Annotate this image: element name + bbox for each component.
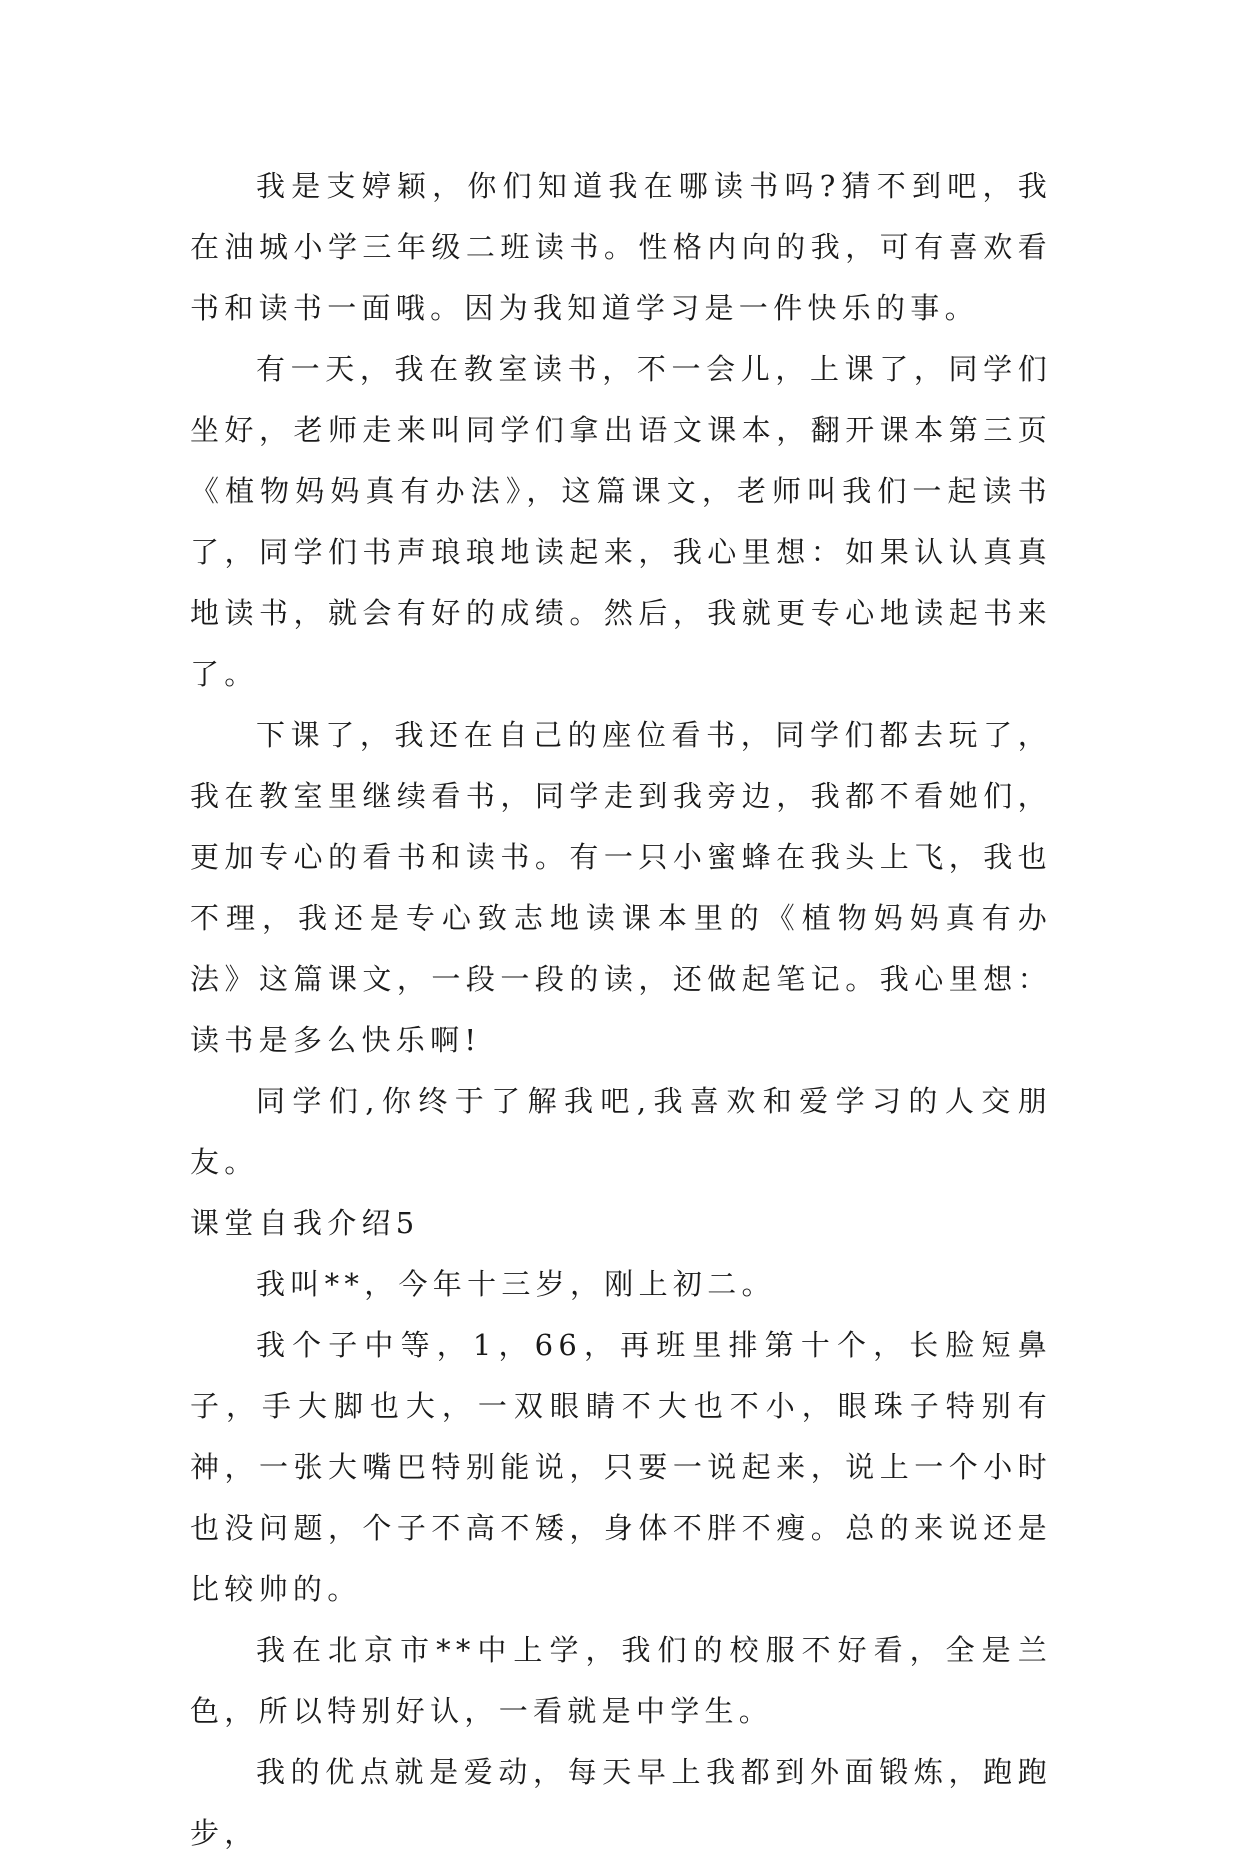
paragraph-7: 我在北京市**中上学，我们的校服不好看，全是兰色，所以特别好认，一看就是中学生。 xyxy=(190,1633,1052,1728)
section-heading: 课堂自我介绍5 xyxy=(190,1206,420,1240)
paragraph-4: 同学们,你终于了解我吧,我喜欢和爱学习的人交朋友。 xyxy=(190,1084,1052,1179)
paragraph-8: 我的优点就是爱动，每天早上我都到外面锻炼，跑跑步， xyxy=(190,1755,1052,1850)
paragraph-1: 我是支婷颖，你们知道我在哪读书吗?猜不到吧，我在油城小学三年级二班读书。性格内向的我，可有喜欢看书和读书一面哦。因为我知道学习是一件快乐的事。 xyxy=(190,169,1052,325)
paragraph-5: 我叫**，今年十三岁，刚上初二。 xyxy=(256,1267,776,1301)
document-body xyxy=(190,156,1052,1864)
paragraph-6: 我个子中等，1，66，再班里排第十个，长脸短鼻子，手大脚也大，一双眼睛不大也不小，眼珠子特别有神，一张大嘴巴特别能说，只要一说起来，说上一个小时也没问题，个子不高不矮，身体不胖不瘦。总的来说还是比较帅的。 xyxy=(190,1328,1052,1606)
paragraph-3: 下课了，我还在自己的座位看书，同学们都去玩了，我在教室里继续看书，同学走到我旁边，我都不看她们，更加专心的看书和读书。有一只小蜜蜂在我头上飞，我也不理，我还是专心致志地读课本里的《植物妈妈真有办法》这篇课文，一段一段的读，还做起笔记。我心里想：读书是多么快乐啊! xyxy=(190,718,1052,1057)
paragraph-2: 有一天，我在教室读书，不一会儿，上课了，同学们坐好，老师走来叫同学们拿出语文课本，翻开课本第三页《植物妈妈真有办法》，这篇课文，老师叫我们一起读书了，同学们书声琅琅地读起来，我心里想：如果认认真真地读书，就会有好的成绩。然后，我就更专心地读起书来了。 xyxy=(190,352,1052,691)
